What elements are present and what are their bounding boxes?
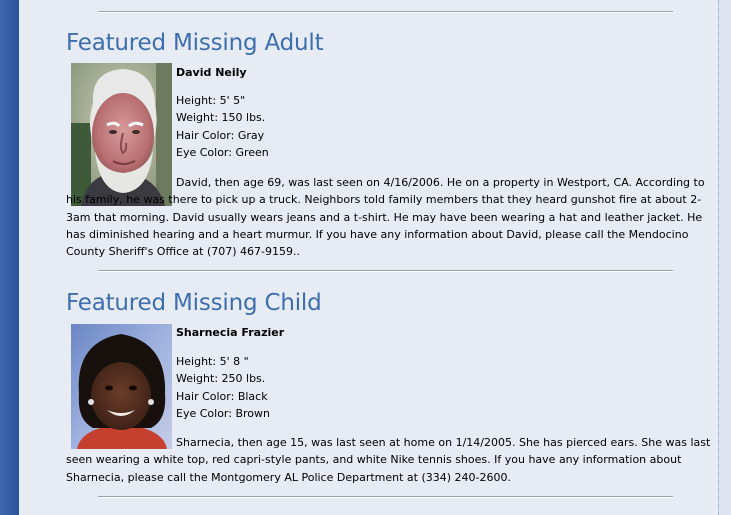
child-section-heading: Featured Missing Child <box>66 290 322 316</box>
child-stats <box>176 353 270 422</box>
right-scroll-edge <box>718 0 731 515</box>
child-name: Sharnecia Frazier <box>176 326 285 339</box>
child-weight: Weight: 250 lbs. <box>176 372 266 386</box>
child-eye-color: Eye Color: Brown <box>176 406 270 420</box>
left-sidebar-bar <box>0 0 19 515</box>
adult-height: Height: 5' 5" <box>176 94 246 107</box>
middle-divider <box>98 270 673 272</box>
adult-name: David Neily <box>176 66 247 79</box>
adult-eye-color: Eye Color: Green <box>176 145 269 159</box>
bottom-divider <box>98 496 673 498</box>
child-description: Sharnecia, then age 15, was last seen at home on 1/14/2005. She has pierced ears. She was last seen wearing a white top, red capri-style pants, and white Nike tennis shoes. If you have any information about Sharnecia, please call the Montgomery AL Police Department at (334) 240-2600. <box>66 436 711 484</box>
child-photo-image <box>71 324 172 449</box>
adult-weight: Weight: 150 lbs. <box>176 111 266 125</box>
adult-hair-color: Hair Color: Gray <box>176 128 265 142</box>
child-hair-color: Hair Color: Black <box>176 389 268 403</box>
child-photo <box>71 324 172 449</box>
top-divider <box>98 11 673 13</box>
adult-stats <box>176 92 269 161</box>
adult-description: David, then age 69, was last seen on 4/16/2006. He on a property in Westport, CA. According to his family, he was there to pick up a truck. Neighbors told family members that they heard gunshot fire at about 2-3am that morning. David usually wears jeans and a t-shirt. He may have been wearing a hat and leather jacket. He has diminished hearing and a heart murmur. If you have any information about David, please call the Mendocino County Sheriff's Office at (707) 467-9159.. <box>66 176 705 259</box>
child-height: Height: 5' 8 " <box>176 355 249 368</box>
adult-section-heading: Featured Missing Adult <box>66 30 324 56</box>
